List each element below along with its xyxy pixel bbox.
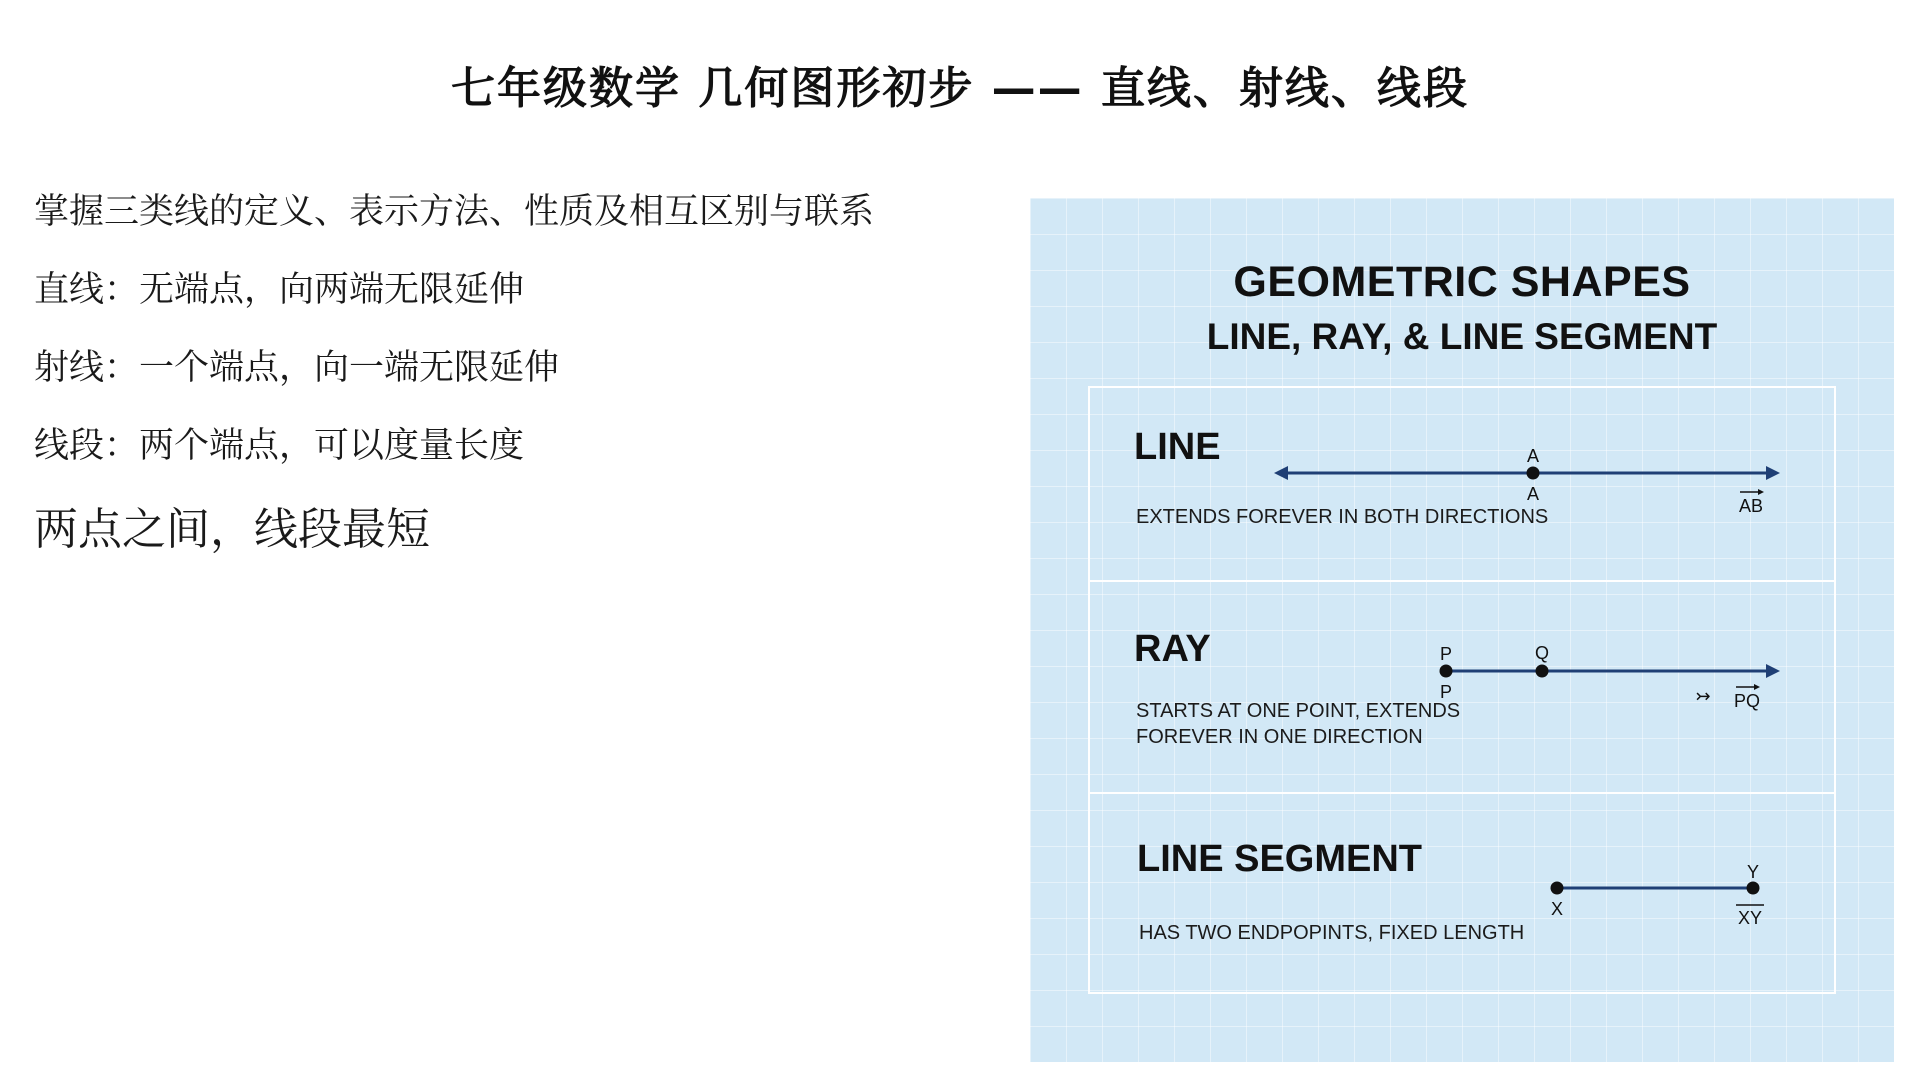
- line-point-a: [1527, 467, 1540, 480]
- segment-notation: XY: [1737, 908, 1763, 928]
- line-point-label-below: A: [1526, 484, 1540, 504]
- ray-start-point: [1440, 665, 1453, 678]
- ray-arrowhead: [1766, 664, 1780, 678]
- ray-notation-prefix-icon: ↣: [1695, 686, 1711, 706]
- line-right-arrowhead: [1766, 466, 1780, 480]
- segment-end-point: [1747, 882, 1760, 895]
- ray-start-label-above: P: [1439, 644, 1453, 664]
- ray-second-label: Q: [1534, 643, 1550, 663]
- slide-title: 七年级数学 几何图形初步 —— 直线、射线、线段: [451, 63, 1469, 114]
- ray-second-point: [1536, 665, 1549, 678]
- ray-panel-title: RAY: [1134, 628, 1211, 670]
- figure-subtitle: LINE, RAY, & LINE SEGMENT: [1206, 316, 1718, 357]
- ray-notation: PQ: [1733, 691, 1761, 711]
- segment-panel-title: LINE SEGMENT: [1137, 838, 1423, 880]
- line-notation: AB: [1738, 496, 1764, 516]
- bullet-ray: 射线：一个端点，向一端无限延伸: [34, 348, 560, 388]
- segment-start-point: [1551, 882, 1564, 895]
- line-notation-arrow-icon: [1758, 489, 1764, 495]
- bullet-objective: 掌握三类线的定义、表示方法、性质及相互区别与联系: [34, 192, 875, 232]
- line-panel-title: LINE: [1134, 426, 1221, 468]
- geometry-diagram: [1030, 198, 1894, 1062]
- segment-start-label: X: [1550, 899, 1564, 919]
- line-point-label-above: A: [1526, 446, 1540, 466]
- ray-start-label-below: P: [1439, 682, 1453, 702]
- line-panel-description: EXTENDS FOREVER IN BOTH DIRECTIONS: [1136, 506, 1549, 528]
- line-left-arrowhead: [1274, 466, 1288, 480]
- bullet-segment: 线段：两个端点，可以度量长度: [34, 426, 525, 466]
- bullet-shortest-path: 两点之间，线段最短: [34, 504, 430, 555]
- ray-notation-arrow-icon: [1754, 684, 1760, 690]
- ray-panel-description-1: STARTS AT ONE POINT, EXTENDS: [1136, 700, 1461, 722]
- bullet-line: 直线：无端点，向两端无限延伸: [34, 270, 525, 310]
- segment-end-label: Y: [1746, 862, 1760, 882]
- bullet-list: [34, 190, 964, 592]
- segment-panel-description: HAS TWO ENDPOPINTS, FIXED LENGTH: [1139, 922, 1525, 944]
- figure-title: GEOMETRIC SHAPES: [1233, 258, 1691, 306]
- ray-panel-description-2: FOREVER IN ONE DIRECTION: [1136, 726, 1423, 748]
- geometry-figure: [1030, 198, 1894, 1062]
